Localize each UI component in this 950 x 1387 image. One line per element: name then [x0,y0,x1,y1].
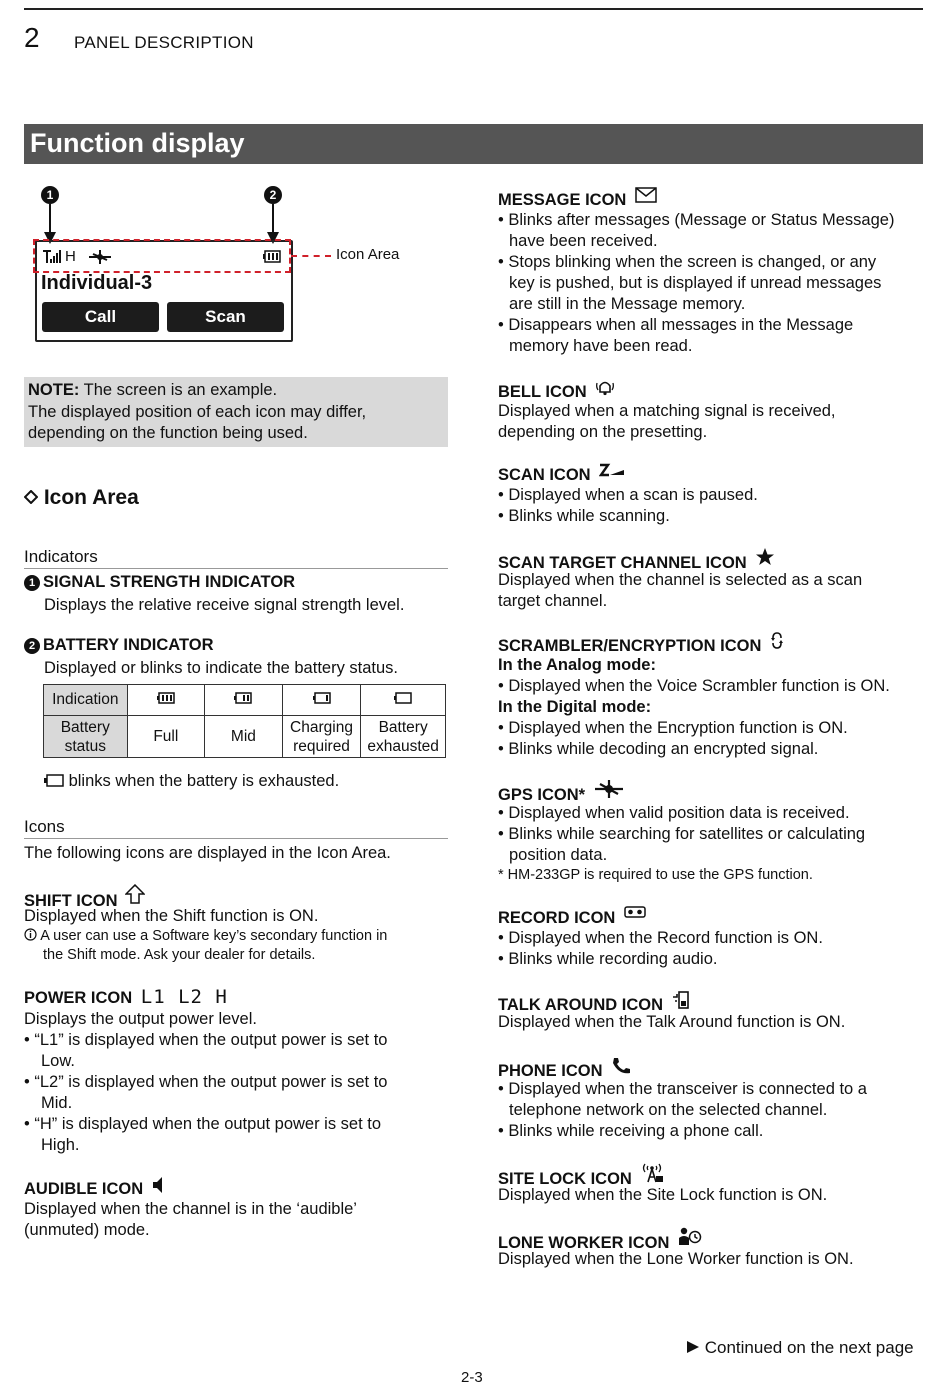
power-icon-title: POWER ICON L1 L2 H [24,986,228,1008]
scan-target-icon-title: SCAN TARGET CHANNEL ICON [498,547,775,573]
signal-indicator-num: 1 [24,575,40,591]
icons-label: Icons [24,817,65,836]
record-icon-title: RECORD ICON [498,906,646,928]
icon-area-heading [24,486,139,510]
page-number: 2-3 [461,1369,483,1386]
battery-status-exhausted: Battery exhausted [361,716,446,758]
bell-icon-title: BELL ICON [498,378,615,402]
icon-area-title: Icon Area [43,486,139,509]
speaker-icon [152,1176,166,1194]
battery-status-mid: Mid [205,716,283,758]
talk-around-icon [672,990,690,1009]
gps-icon-title: GPS ICON* [498,780,624,805]
battery-indicator-title [24,636,214,655]
gps-footnote: * HM-233GP is required to use the GPS function. [498,867,813,883]
triangle-right-icon [686,1340,700,1354]
signal-indicator-desc: Displays the relative receive signal strength level. [44,596,405,614]
chapter-number: 2 [24,22,40,53]
battery-empty-icon [44,774,64,787]
envelope-icon [635,187,657,203]
channel-name: Individual-3 [41,272,153,294]
shift-icon-info: A user can use a Software key’s secondary function in the Shift mode. Ask your dealer for details. [24,927,387,965]
phone-icon [611,1057,631,1075]
power-icon-desc: Displays the output power level. • “L1” is displayed when the output power is set to Low. • “L2” is displayed when the output power is set to Mid. • “H” is displayed when the output power is set to High. [24,1010,388,1154]
message-icon-title: MESSAGE ICON [498,187,657,210]
battery-empty-icon [394,692,412,704]
chapter-title: PANEL DESCRIPTION [74,33,254,52]
site-lock-icon [640,1163,664,1183]
gps-satellite-icon [594,780,624,798]
talk-around-icon-title: TALK AROUND ICON [498,990,690,1015]
signal-indicator-heading: SIGNAL STRENGTH INDICATOR [43,573,296,591]
callout-1: 1 [41,186,59,204]
battery-indicator-num: 2 [24,638,40,654]
talk-around-icon-desc: Displayed when the Talk Around function is ON. [498,1013,846,1031]
indicators-label: Indicators [24,547,98,566]
note-line1: The screen is an example. [79,381,278,399]
icon-area-highlight [33,239,291,273]
audible-icon-title: AUDIBLE ICON [24,1176,166,1199]
scrambler-icon-title: SCRAMBLER/ENCRYPTION ICON [498,632,784,656]
icon-area-label: Icon Area [336,246,400,263]
note-box [24,377,448,447]
bell-icon [595,378,615,396]
phone-icon-desc: • Displayed when the transceiver is connected to a telephone network on the selected channel. • Blinks while receiving a phone call. [498,1080,867,1140]
shift-icon-title: SHIFT ICON [24,884,145,911]
battery-indicator-desc: Displayed or blinks to indicate the battery status. [44,659,399,677]
battery-full-icon [157,692,175,704]
battery-indicator-heading: BATTERY INDICATOR [43,636,214,654]
section-title: Function display [30,128,245,158]
lone-worker-icon-desc: Displayed when the Lone Worker function is ON. [498,1250,854,1268]
icons-intro: The following icons are displayed in the Icon Area. [24,844,391,862]
scan-target-icon-desc: Displayed when the channel is selected as a scan target channel. [498,571,863,610]
lone-worker-icon-title: LONE WORKER ICON [498,1227,702,1253]
battery-status-charging: Charging required [282,716,361,758]
scan-softkey: Scan [167,302,284,332]
scrambler-icon-desc: In the Analog mode: • Displayed when the Voice Scrambler function is ON. In the Digital mode: • Displayed when the Encryption function is ON. • Blinks while decoding an encrypted signal. [498,656,890,758]
shift-icon [125,884,145,904]
note-line3: depending on the function being used. [28,424,308,442]
header-rule [24,8,923,10]
note-lead: NOTE: [28,381,80,399]
power-level-label: H [65,248,76,265]
scan-icon-desc: • Displayed when a scan is paused. • Blinks while scanning. [498,486,758,525]
diamond-icon [24,490,38,504]
scan-icon-title: SCAN ICON [498,463,625,485]
phone-icon-title: PHONE ICON [498,1057,631,1081]
battery-table-status-label: Battery status [44,716,128,758]
bell-icon-desc: Displayed when a matching signal is received, depending on the presetting. [498,402,836,441]
info-icon [24,928,37,941]
battery-status-full: Full [127,716,205,758]
battery-exhausted-note: blinks when the battery is exhausted. [44,771,339,792]
section-banner [24,124,923,164]
battery-low-icon [313,692,331,704]
scrambler-icon [770,632,784,650]
site-lock-icon-title: SITE LOCK ICON [498,1163,664,1189]
record-icon [624,906,646,918]
battery-table-indication-label: Indication [44,685,128,716]
call-softkey: Call [42,302,159,332]
record-icon-desc: • Displayed when the Record function is ON. • Blinks while recording audio. [498,929,823,968]
continued-note: Continued on the next page [686,1337,914,1358]
note-line2: The displayed position of each icon may differ, [28,402,367,421]
scan-icon [599,463,625,477]
battery-table [43,684,446,758]
lone-worker-icon [678,1227,702,1247]
gps-icon-desc: • Displayed when valid position data is received. • Blinks while searching for satellites or calculating position data. [498,804,866,864]
icon-area-leader [291,255,331,257]
shift-icon-desc: Displayed when the Shift function is ON. [24,907,319,925]
audible-icon-desc: Displayed when the channel is in the ‘audible’ (unmuted) mode. [24,1200,357,1239]
star-icon [755,547,775,566]
message-icon-desc: • Blinks after messages (Message or Status Message) have been received. • Stops blinking when the screen is changed, or any key is pushed, but is displayed if unread messages are still in the Message memory. • Disappears when all messages in the Message memory have been read. [498,211,895,355]
indicators-rule [24,568,448,569]
signal-indicator-title [24,573,295,592]
callout-2: 2 [264,186,282,204]
icons-rule [24,838,448,839]
power-level-icons: L1 L2 H [140,986,228,1008]
battery-mid-icon [234,692,252,704]
site-lock-icon-desc: Displayed when the Site Lock function is ON. [498,1186,828,1204]
